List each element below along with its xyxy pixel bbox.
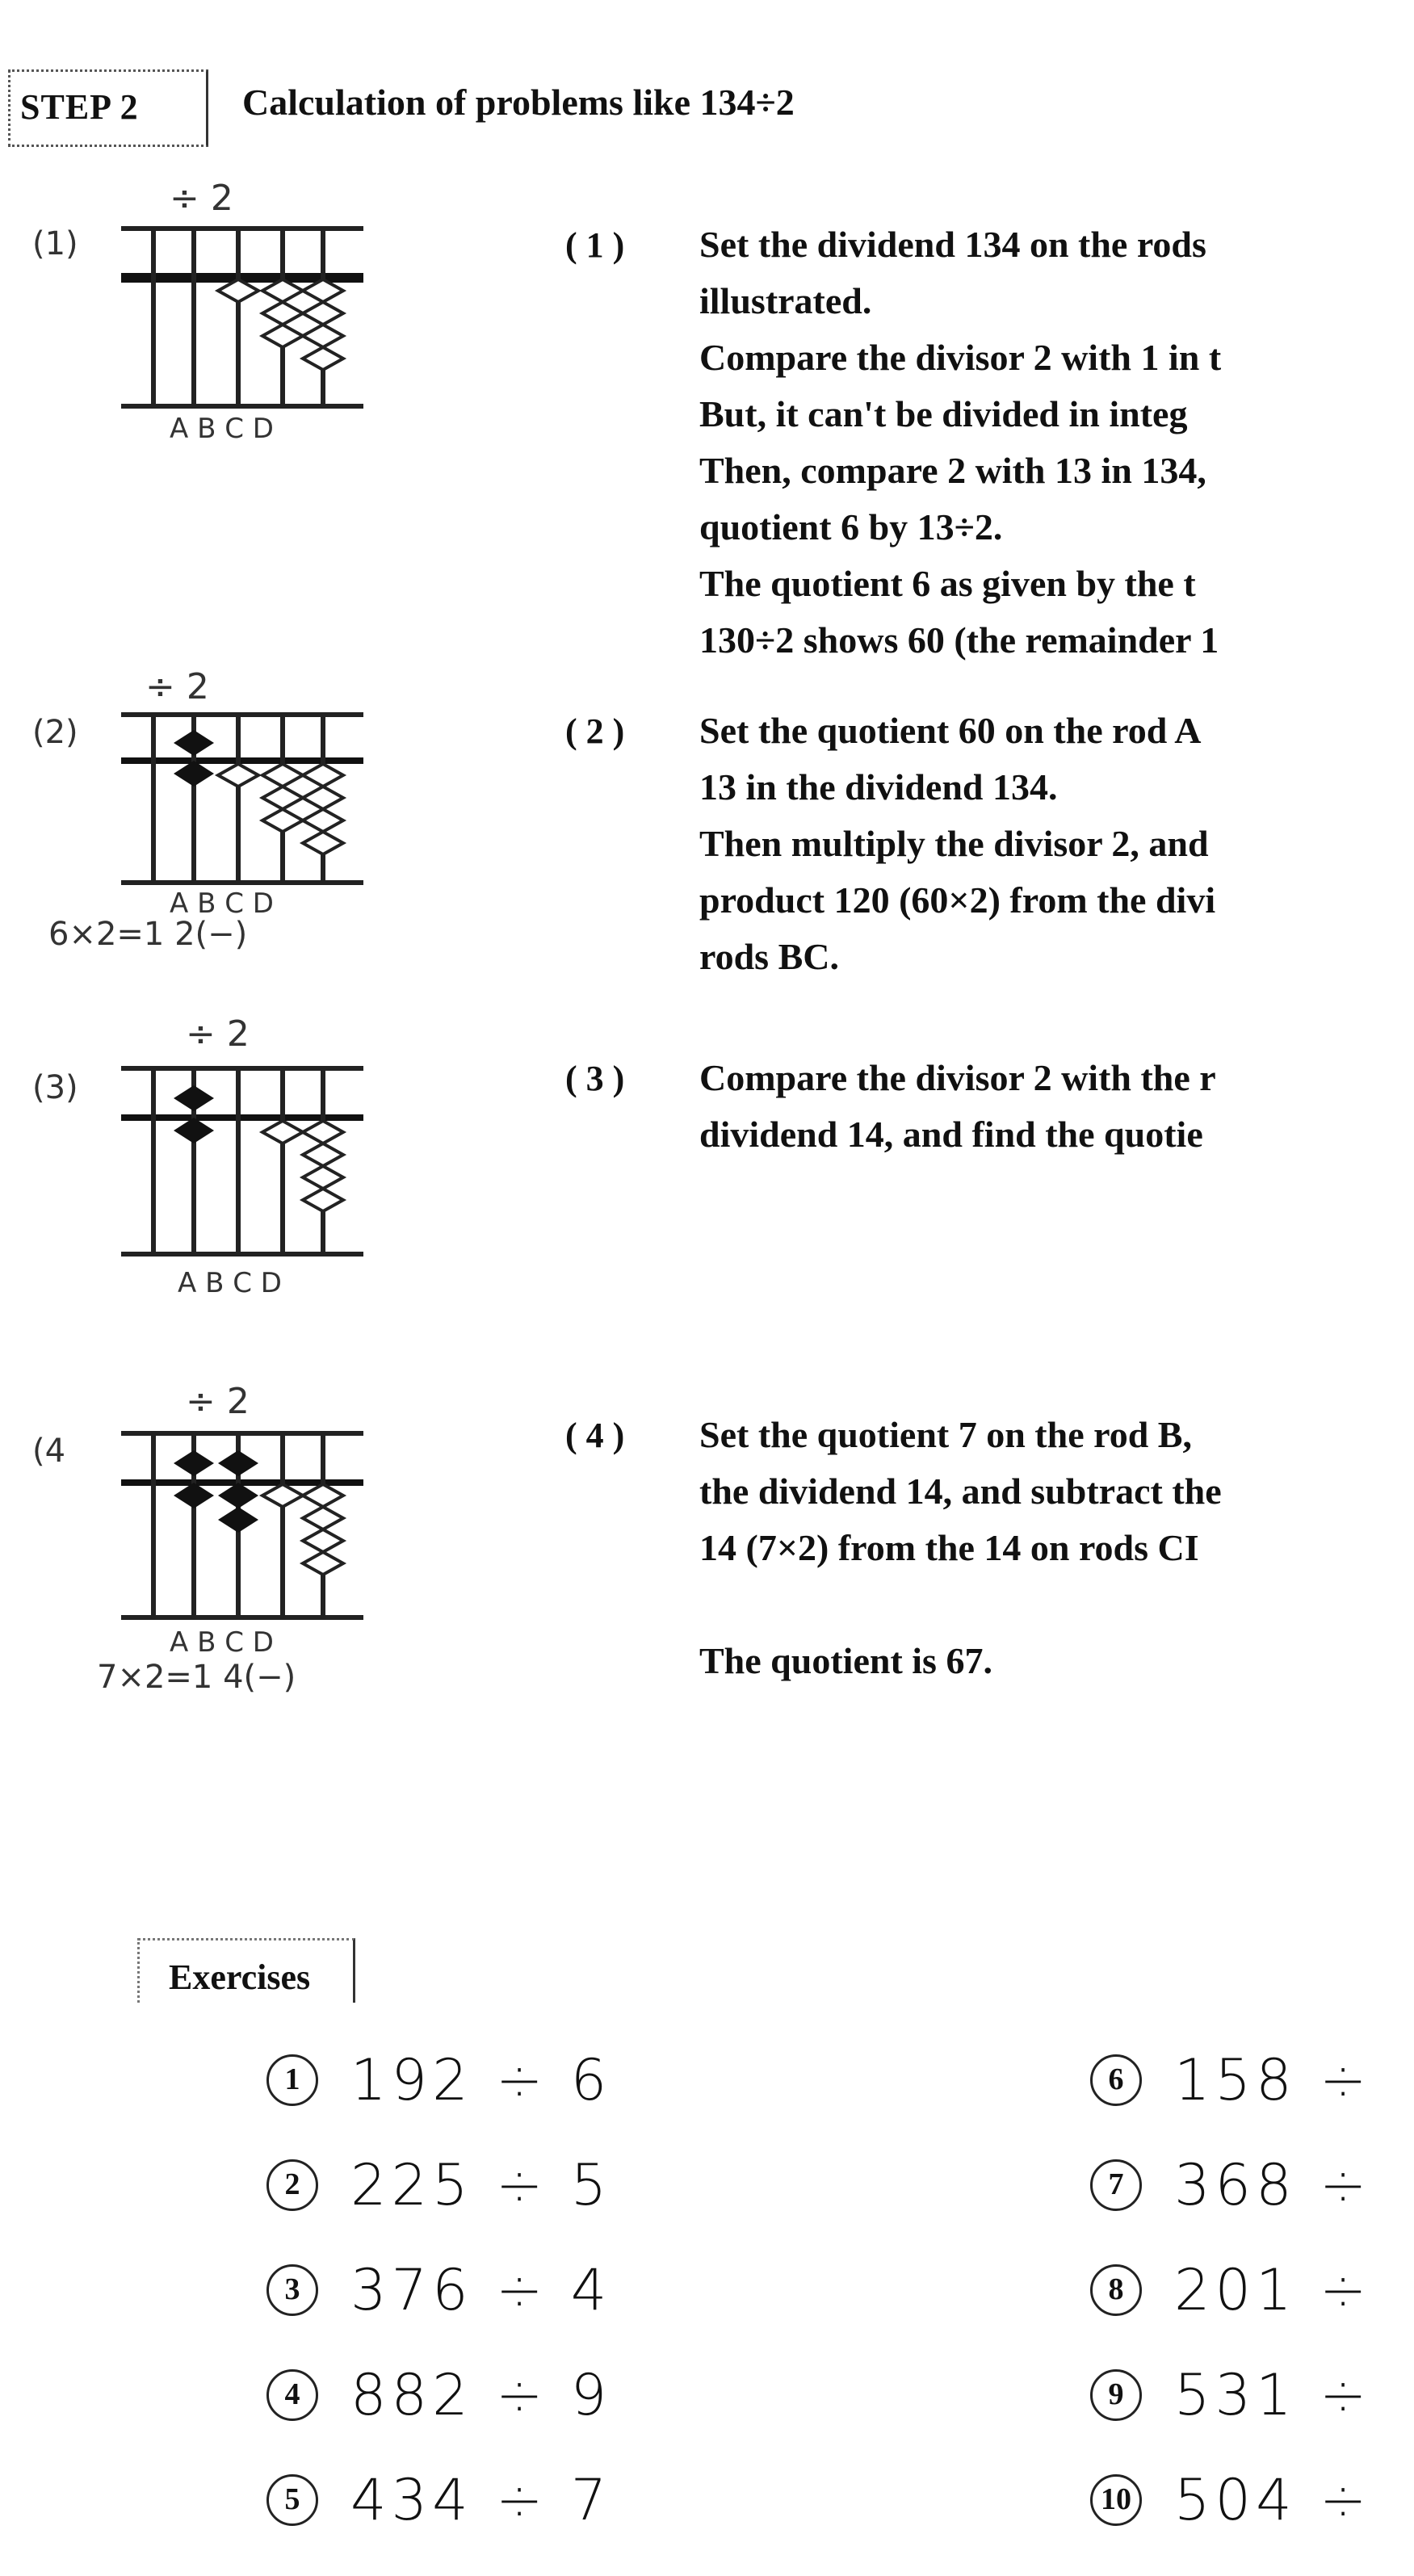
exercise-number: 10 [1090,2474,1142,2526]
exercise-item [266,2148,611,2218]
exercise-item [1090,2043,1372,2113]
text-line: product 120 (60×2) from the divi [699,879,1216,921]
exercise-expression: 531 ÷ [1174,2362,1372,2428]
exercise-item [266,2463,611,2533]
abacus-figure-3 [32,1009,371,1308]
text-line: illustrated. [699,280,872,321]
figure-label: (2) [32,714,78,751]
text-line: Set the quotient 7 on the rod B, [699,1414,1192,1455]
rod-labels: A B C D [170,1626,274,1659]
text-line: Then, compare 2 with 13 in 134, [699,450,1206,491]
text-line: the dividend 14, and subtract the [699,1471,1222,1512]
step-4-number: ( 4 ) [565,1416,625,1455]
exercise-number: 4 [266,2369,318,2421]
step-3-text [699,1050,1216,1163]
rod-labels: A B C D [170,887,274,920]
step-1-text [699,216,1221,669]
exercise-number: 5 [266,2474,318,2526]
divisor-text: ÷ 2 [186,1381,250,1422]
exercise-expression: 376 ÷ 4 [350,2257,612,2323]
abacus-figure-1 [32,170,371,444]
rod-labels: A B C D [178,1267,282,1299]
divisor-text: ÷ 2 [145,666,209,707]
step-4-text [699,1407,1222,1689]
text-line: 14 (7×2) from the 14 on rods CI [699,1527,1199,1568]
exercise-expression: 225 ÷ 5 [350,2152,612,2218]
exercise-expression: 192 ÷ 6 [350,2047,612,2113]
step-3-number: ( 3 ) [565,1059,625,1098]
divisor-text: ÷ 2 [186,1013,250,1055]
exercise-number: 1 [266,2054,318,2106]
figure-label: (3) [32,1069,78,1106]
abacus-figure-4 [32,1373,371,1712]
text-line: dividend 14, and find the quotie [699,1114,1203,1155]
exercise-number: 8 [1090,2264,1142,2316]
exercise-item [266,2253,611,2323]
rod-labels: A B C D [170,413,274,444]
exercise-item [1090,2253,1372,2323]
step-1-number: ( 1 ) [565,225,625,265]
section-title: Calculation of problems like 134÷2 [242,82,795,123]
exercise-expression: 504 ÷ [1174,2467,1372,2533]
figure-caption: 7×2=1 4(−) [97,1659,296,1696]
exercise-number: 2 [266,2159,318,2211]
text-line: Set the dividend 134 on the rods [699,224,1206,265]
text-line: 130÷2 shows 60 (the remainder 1 [699,619,1219,661]
text-line: Then multiply the divisor 2, and [699,823,1209,864]
exercise-expression: 201 ÷ [1174,2257,1372,2323]
abacus-figure-2 [32,662,371,953]
figure-caption: 6×2=1 2(−) [48,916,248,953]
exercise-expression: 158 ÷ [1174,2047,1372,2113]
exercise-number: 7 [1090,2159,1142,2211]
text-line: rods BC. [699,936,839,977]
figure-label: (4 [32,1433,66,1470]
text-line: Compare the divisor 2 with the r [699,1057,1216,1098]
exercise-number: 6 [1090,2054,1142,2106]
text-line: But, it can't be divided in integ [699,393,1188,434]
exercise-item [1090,2148,1372,2218]
step-2-text [699,703,1215,985]
step-2-number: ( 2 ) [565,711,625,751]
exercise-expression: 368 ÷ [1174,2152,1372,2218]
text-line: Set the quotient 60 on the rod A [699,710,1202,751]
exercise-expression: 434 ÷ 7 [350,2467,612,2533]
text-line: 13 in the dividend 134. [699,766,1058,808]
divisor-text: ÷ 2 [170,178,233,219]
text-line: The quotient 6 as given by the t [699,563,1196,604]
exercise-number: 3 [266,2264,318,2316]
exercise-expression: 882 ÷ 9 [350,2362,612,2428]
text-line [699,1576,1222,1633]
exercise-number: 9 [1090,2369,1142,2421]
exercises-label: Exercises [137,1938,355,2003]
exercise-item [1090,2358,1372,2428]
figure-label: (1) [32,225,78,262]
text-line: Compare the divisor 2 with 1 in t [699,337,1222,378]
exercise-item [1090,2463,1372,2533]
step-label: STEP 2 [8,69,208,147]
exercise-item [266,2043,611,2113]
exercise-item [266,2358,611,2428]
text-line: The quotient is 67. [699,1640,992,1681]
text-line: quotient 6 by 13÷2. [699,506,1003,548]
